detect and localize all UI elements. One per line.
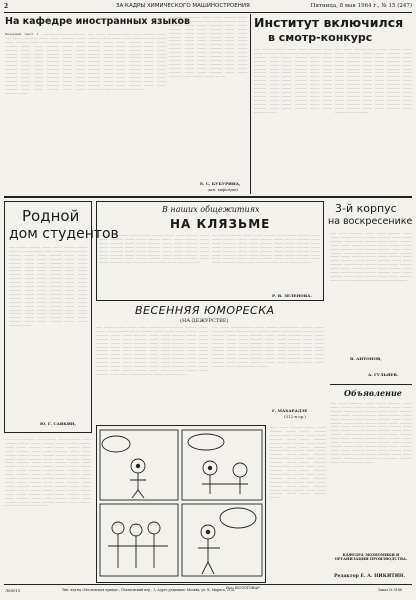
- students-home-title-line1: Родной: [22, 207, 80, 225]
- cartoon-drawing: [98, 428, 264, 578]
- dorms-author: Р. В. ЗЕЛЕНОВА.: [272, 293, 312, 298]
- announcement-title: Объявление: [344, 388, 402, 398]
- newspaper-title: ЗА КАДРЫ ХИМИЧЕСКОГО МАШИНОСТРОЕНИЯ: [116, 3, 250, 9]
- languages-text-col2: …… ……… ………… ……… ……… ………… ……… ……… ………… ……… ……… ………… ……… ……… ………… ……… ……… ………… ……… ……… ………… ……… ……… ………… ……… ……… ………… ……… ……… ………… ……… ……… ………… ……… ……… ………… ……… ……… ………… ……… ……… ………… ……… ……… ………… ……… ……… ………… ……… ……… ………… ……… ……… ………… ……… ……… ………… ……… ……… ………… ……… ……… ………… ……… ……… ………… ……… ……… ………… ……… ……… ………… ……… ……… ………… ……… ……… ………… ……… ……… ………… ……… ……… ………… ……… ……… ………… ……… ……… ………… ………: [88, 33, 166, 91]
- issue-date: Пятница, 8 мая 1964 г., № 15 (247): [310, 3, 412, 9]
- institute-subheadline: в смотр-конкурс: [268, 31, 373, 44]
- humoresque-text-col1: …… ……… ………… ……… ……… ………… ……… ……… ………… ……… ……… ………… ……… ……… ………… ……… ……… ………… ……… ……… ………… ……… ……… ………… ……… ……… ………… ……… ……… ………… ……… ……… ………… ……… ……… ………… ……… ……… ………… ……… ……… ………… ……… ……… ………… ……… ……… ………… ……… ……… ………… ……… ……… ………… ……… ……… ………… ……… ……… ………… ……… ……… ………… ……… ……… ………… ……… ……… ………… ……… ……… ………… ……… ……… ………… ……… ……… ………… ……… ……… ………… ……… ……… ………… ……… ……… ………… ……… ……… ………… ……… ……… ………… ……… ……… ………… ……… ……… ………… ……… ……… ………… ……… ……… ………… ……… ……… ………… ……… ……… ………… ……… ……… ………… ……… ……… ………… ………: [96, 326, 208, 376]
- languages-author: Е. С. БУБУРИНА,: [200, 181, 241, 186]
- institute-text-col2: …… ……… ………… ……… ……… ………… ……… ……… ………… ……… ……… ………… ……… ……… ………… ……… ……… ………… ……… ……… ………… ……… ……… ………… ……… ……… ………… ……… ……… ………… ……… ……… ………… ……… ……… ………… ……… ……… ………… ……… ……… ………… ……… ……… ………… ……… ……… ………… ……… ……… ………… ……… ……… ………… ……… ……… ………… ……… ……… ………… ……… ……… ………… ……… ……… ………… ……… ……… ………… ……… ……… ………… ……… ……… ………… ……… ……… ………… ……… ……… ………… ……… ……… ………… ……… ……… ………… ……… ……… ………… ……… ……… ………… ……… ……… ………… ……… ……… ………… ………: [335, 48, 412, 114]
- institute-text-col1: …… ……… ………… ……… ……… ………… ……… ……… ………… ……… ……… ………… ……… ……… ………… ……… ……… ………… ……… ……… ………… ……… ……… ………… ……… ……… ………… ……… ……… ………… ……… ……… ………… ……… ……… ………… ……… ……… ………… ……… ……… ………… ……… ……… ………… ……… ……… ………… ……… ……… ………… ……… ……… ………… ……… ……… ………… ……… ……… ………… ……… ……… ………… ……… ……… ………… ……… ……… ………… ……… ……… ………… ……… ……… ………… ……… ……… ………… ……… ……… ………… ……… ……… ………… ……… ……… ………… ……… ……… ………… ……… ……… ………… ……… ……… ………… ……… ……… ………… ………: [254, 48, 332, 114]
- corpus-author-gulyaev: А. ГУЛЬЯЕВ.: [368, 372, 399, 377]
- page-number: 2: [4, 3, 9, 10]
- institute-headline: Институт включился: [254, 15, 404, 30]
- column-rule: [250, 14, 251, 194]
- languages-author-role: зав. кафедрой.: [208, 187, 240, 192]
- editor-credit: Редактор Е. А. НИКИТИН.: [334, 574, 405, 579]
- humoresque-subtitle: (НА ДЕЖУРСТВЕ): [180, 318, 229, 324]
- humoresque-author: Г. МАХАРАДЗЕ: [272, 408, 308, 413]
- announcement-department: КАФЕДРА ЭКОНОМИКИ И ОРГАНИЗАЦИИ ПРОИЗВОДСТВА.: [334, 553, 408, 562]
- corpus-text: …… ……… ………… ……… ……… ………… ……… ……… ………… ……… ……… ………… ……… ……… ………… ……… ……… ………… ……… ……… ………… ……… ……… ………… ……… ……… ………… ……… ……… ………… ……… ……… ………… ……… ……… ………… ……… ……… ………… ……… ……… ………… ……… ……… ………… ……… ……… ………… ……… ……… ………… ……… ……… ………… ……… ……… ………… ……… ……… ………… ……… ……… ………… ……… ……… ………… ……… ……… ………… ……… ……… ………… ……… ……… ………… ……… ……… ………… ……… ……… ………… ……… ……… ………… ……… ……… ………… ……… ……… ………… ………: [330, 232, 412, 282]
- corpus-author-antonov: В. АНТОНОВ,: [350, 356, 382, 361]
- corpus-title-line1: 3-й корпус: [335, 202, 397, 215]
- humoresque-text-col2: …… ……… ………… ……… ……… ………… ……… ……… ………… ……… ……… ………… ……… ……… ………… ……… ……… ………… ……… ……… ………… ……… ……… ………… ……… ……… ………… ……… ……… ………… ……… ……… ………… ……… ……… ………… ……… ……… ………… ……… ……… ………… ……… ……… ………… ……… ……… ………… ……… ……… ………… ……… ……… ………… ……… ……… ………… ……… ……… ………… ……… ……… ………… ……… ……… ………… ……… ……… ………… ……… ……… ………… ……… ……… ………… ……… ……… ………… ……… ……… ………… ……… ……… ………… ……… ……… ………… ……… ……… ………… ……… ……… ………… ……… ……… ………… ………: [212, 326, 324, 369]
- footer-order: Заказ № 3186: [378, 588, 403, 592]
- footer-index: Л60019: [5, 588, 21, 593]
- languages-text-col3: …… ……… ………… ……… ……… ………… ……… ……… ………… ……… ……… ………… ……… ……… ………… ……… ……… ………… ……… ……… ………… ……… ……… ………… ……… ……… ………… ……… ……… ………… ……… ……… ………… ……… ……… ………… ……… ……… ………… ……… ……… ………… ……… ……… ………… ……… ……… ………… ……… ……… ………… ……… ……… ………… ……… ……… ………… ……… ……… ………… ……… ……… ………… ……… ……… ………… ……… ……… ………… ……… ……… ………… ……… ……… ………… ……… ……… ………… ……… ……… ………… ……… ……… ………… ……… ……… ………… ……… ……… ………… ……… ……… ………… ……… ……… ………… ………: [169, 16, 247, 78]
- humoresque-author-group: (312-я гр.): [284, 414, 306, 419]
- lower-left-text: …… ……… ………… ……… ……… ………… ……… ……… ………… ……… ……… ………… ……… ……… ………… ……… ……… ………… ……… ……… ………… ……… ……… ………… ……… ……… ………… ……… ……… ………… ……… ……… ………… ……… ……… ………… ……… ……… ………… ……… ……… ………… ……… ……… ………… ……… ……… ………… ……… ……… ………… ……… ……… ………… ……… ……… ………… ……… ……… ………… ……… ……… ………… ……… ……… ………… ……… ……… ………… ……… ……… ………… ……… ……… ………… ……… ……… ………… ……… ……… ………… ……… ……… ………… ……… ……… ………… ……… ……… ………… ……… ……… ………… ……… ……… ………… ……… ……… ………… ……… ……… ………… ……… ……… ………… ……… ……… ………… ……… ……… ………… ……… ……… ………… ……… ……… ………… ……… ……… ………… ……… ……… ………… ………: [5, 438, 91, 508]
- page-header: [4, 2, 412, 13]
- cartoon-caption: Рис. ВОЛОТОВАР.: [226, 586, 261, 590]
- announcement-rule: [330, 384, 412, 385]
- footer-rule: [4, 584, 412, 585]
- dorms-kicker: В наших общежитиях: [162, 205, 260, 214]
- cartoon-side-text: …… ……… ………… ……… ……… ………… ……… ……… ………… ……… ……… ………… ……… ……… ………… ……… ……… ………… ……… ……… ………… ……… ……… ………… ……… ……… ………… ……… ……… ………… ……… ……… ………… ……… ……… ………… ……… ……… ………… ……… ……… ………… ……… ……… ………… ……… ……… ………… ……… ……… ………… ……… ……… ………… ……… ……… ………… ……… ……… ………… ……… ……… ………… ……… ……… ………… ……… ……… ………… ……… ……… ………… ……… ……… ………… ……… ……… ………… ……… ……… ………… ………: [270, 426, 326, 500]
- students-home-title-line2: дом студентов: [9, 226, 119, 242]
- corpus-title-line2: на воскресенике: [328, 216, 413, 227]
- announcement-text: …… ……… ………… ……… ……… ………… ……… ……… ………… ……… ……… ………… ……… ……… ………… ……… ……… ………… ……… ……… ………… ……… ……… ………… ……… ……… ………… ……… ……… ………… ……… ……… ………… ……… ……… ………… ……… ……… ………… ……… ……… ………… ……… ……… ………… ……… ……… ………… ……… ……… ………… ……… ……… ………… ……… ……… ………… ……… ……… ………… ……… ……… ………… ……… ……… ………… ……… ……… ………… ……… ……… ………… ……… ……… ………… ……… ……… ………… ……… ……… ………… ……… ……… ………… ……… ……… ………… ……… ……… ………… ……… ……… ………… ……… ……… ………… ……… ……… ………… ……… ……… ………… ……… ……… ………… ……… ……… ………… ………: [330, 402, 412, 464]
- footer-imprint: Тип. изд-ва «Московская правда», Потаповский пер., 3. Адрес редакции: Москва, ул. К. Маркса, 21/4.: [62, 588, 235, 592]
- dorms-text-col1: …… ……… ………… ……… ……… ………… ……… ……… ………… ……… ……… ………… ……… ……… ………… ……… ……… ………… ……… ……… ………… ……… ……… ………… ……… ……… ………… ……… ……… ………… ……… ……… ………… ……… ……… ………… ……… ……… ………… ……… ……… ………… ……… ……… ………… ……… ……… ………… ……… ……… ………… ……… ……… ………… ……… ……… ………… ……… ……… ………… ……… ……… ………… ……… ……… ………… ……… ……… ………… ……… ……… ………… ………: [99, 234, 209, 265]
- dorms-headline: НА КЛЯЗЬМЕ: [170, 217, 271, 231]
- section-rule: [4, 196, 412, 198]
- dorms-text-col2: …… ……… ………… ……… ……… ………… ……… ……… ………… ……… ……… ………… ……… ……… ………… ……… ……… ………… ……… ……… ………… ……… ……… ………… ……… ……… ………… ……… ……… ………… ……… ……… ………… ……… ……… ………… ……… ……… ………… ……… ……… ………… ……… ……… ………… ……… ……… ………… ……… ……… ………… ……… ……… ………… ……… ……… ………… ……… ……… ………… ……… ……… ………… ……… ……… ………… ……… ……… ………… ……… ……… ………… ………: [212, 234, 320, 265]
- humoresque-headline: ВЕСЕННЯЯ ЮМОРЕСКА: [135, 304, 275, 317]
- students-home-author: Ю. Г. САВКИН,: [40, 421, 76, 426]
- students-home-text: …… ……… ………… ……… ……… ………… ……… ……… ………… ……… ……… ………… ……… ……… ………… ……… ……… ………… ……… ……… ………… ……… ……… ………… ……… ……… ………… ……… ……… ………… ……… ……… ………… ……… ……… ………… ……… ……… ………… ……… ……… ………… ……… ……… ………… ……… ……… ………… ……… ……… ………… ……… ……… ………… ……… ……… ………… ……… ……… ………… ……… ……… ………… ……… ……… ………… ……… ……… ………… ……… ……… ………… ……… ……… ………… ……… ……… ………… ……… ……… ………… ……… ……… ………… ……… ……… ………… ……… ……… ………… ……… ……… ………… ……… ……… ………… ……… ……… ………… ……… ……… ………… ……… ……… ………… ……… ……… ………… ……… ……… ………… ……… ……… ………… ……… ……… ………… ……… ……… ………… ……… ……… ………… ………: [9, 246, 87, 328]
- languages-text-col1: Вечерний текст 1 …………………………………… …… ……… ………… ……… ……… ………… ……… ……… ………… ……… ……… ………… ……… ……… ………… ……… ……… ………… ……… ……… ………… ……… ……… ………… ……… ……… ………… ……… ……… ………… ……… ……… ………… ……… ……… ………… ……… ……… ………… ……… ……… ………… ……… ……… ………… ……… ……… ………… ……… ……… ………… ……… ……… ………… ……… ……… ………… ……… ……… ………… ……… ……… ………… ……… ……… ………… ……… ……… ………… ……… ……… ………… ……… ……… ………… ……… ……… ………… ……… ……… ………… ……… ……… ………… ……… ……… ………… ………: [5, 33, 85, 95]
- languages-headline: На кафедре иностранных языков: [5, 16, 191, 27]
